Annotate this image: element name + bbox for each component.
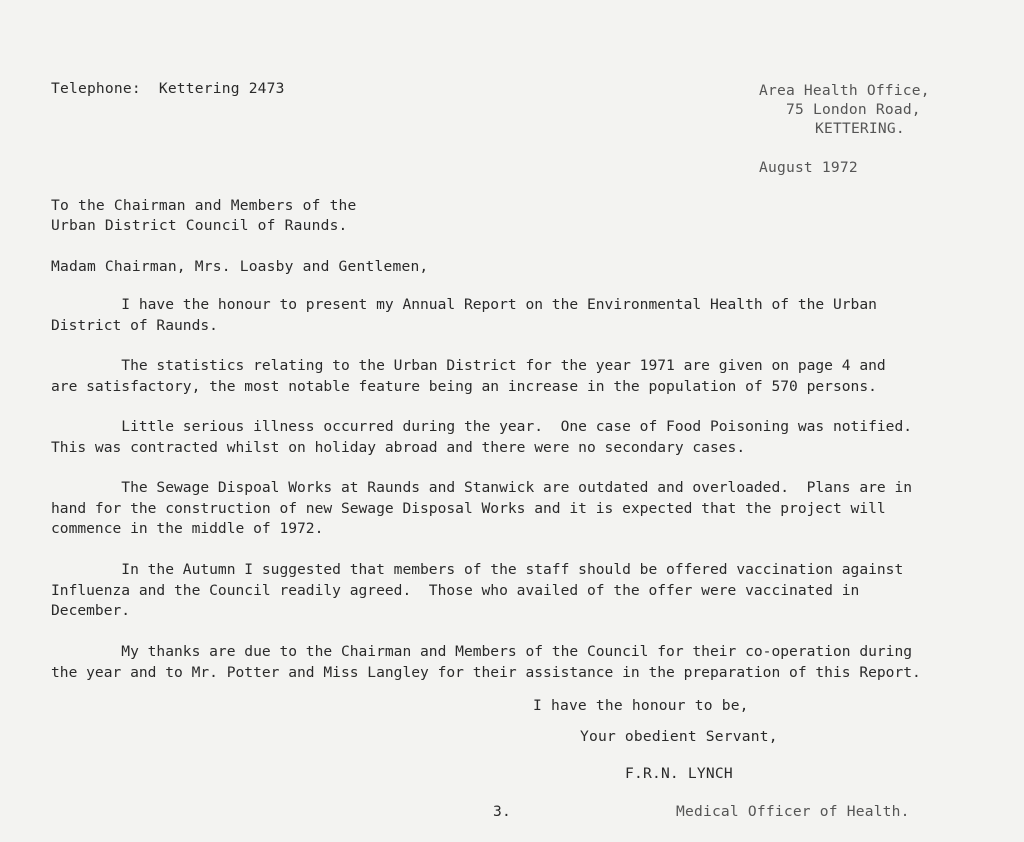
paragraph-line: hand for the construction of new Sewage Disposal Works and it is expected that the project will: [51, 499, 886, 517]
paragraph-1: [51, 295, 971, 336]
closing-line-2: Your obedient Servant,: [580, 728, 778, 745]
paragraph-line: commence in the middle of 1972.: [51, 520, 324, 537]
signatory-title: Medical Officer of Health.: [676, 803, 910, 820]
paragraph-line: The statistics relating to the Urban District for the year 1971 are given on page 4 and: [51, 357, 886, 374]
paragraph-line: In the Autumn I suggested that members of the staff should be offered vaccination against: [51, 561, 904, 578]
paragraph-line: I have the honour to present my Annual Report on the Environmental Health of the Urban: [51, 296, 877, 313]
paragraph-line: Influenza and the Council readily agreed. Those who availed of the offer were vaccinated in: [51, 581, 860, 599]
paragraph-line: the year and to Mr. Potter and Miss Langley for their assistance in the preparation of this Report.: [51, 663, 921, 681]
letter-date: August 1972: [759, 159, 858, 176]
paragraph-2: [51, 356, 971, 397]
paragraph-line: are satisfactory, the most notable feature being an increase in the population of 570 persons.: [51, 377, 877, 395]
closing-line-1: I have the honour to be,: [533, 697, 749, 714]
address-line-3: KETTERING.: [815, 120, 905, 137]
address-line-2: 75 London Road,: [786, 101, 921, 118]
signature-name: F.R.N. LYNCH: [625, 765, 733, 782]
paragraph-5: [51, 560, 971, 622]
paragraph-line: District of Raunds.: [51, 316, 218, 334]
paragraph-line: This was contracted whilst on holiday abroad and there were no secondary cases.: [51, 438, 746, 456]
telephone-line: Telephone: Kettering 2473: [51, 80, 285, 97]
paragraph-line: My thanks are due to the Chairman and Members of the Council for their co-operation during: [51, 643, 913, 660]
page-number: 3.: [493, 803, 511, 820]
paragraph-4: [51, 478, 971, 540]
paragraph-line: The Sewage Dispoal Works at Raunds and Stanwick are outdated and overloaded. Plans are in: [51, 479, 913, 496]
paragraph-6: [51, 642, 971, 683]
recipient-line-1: To the Chairman and Members of the: [51, 197, 357, 214]
paragraph-3: [51, 417, 971, 458]
salutation: Madam Chairman, Mrs. Loasby and Gentlemen,: [51, 258, 429, 275]
recipient-line-2: Urban District Council of Raunds.: [51, 217, 348, 234]
paragraph-line: December.: [51, 602, 131, 619]
address-line-1: Area Health Office,: [759, 82, 930, 99]
paragraph-line: Little serious illness occurred during the year. One case of Food Poisoning was notified.: [51, 418, 913, 435]
